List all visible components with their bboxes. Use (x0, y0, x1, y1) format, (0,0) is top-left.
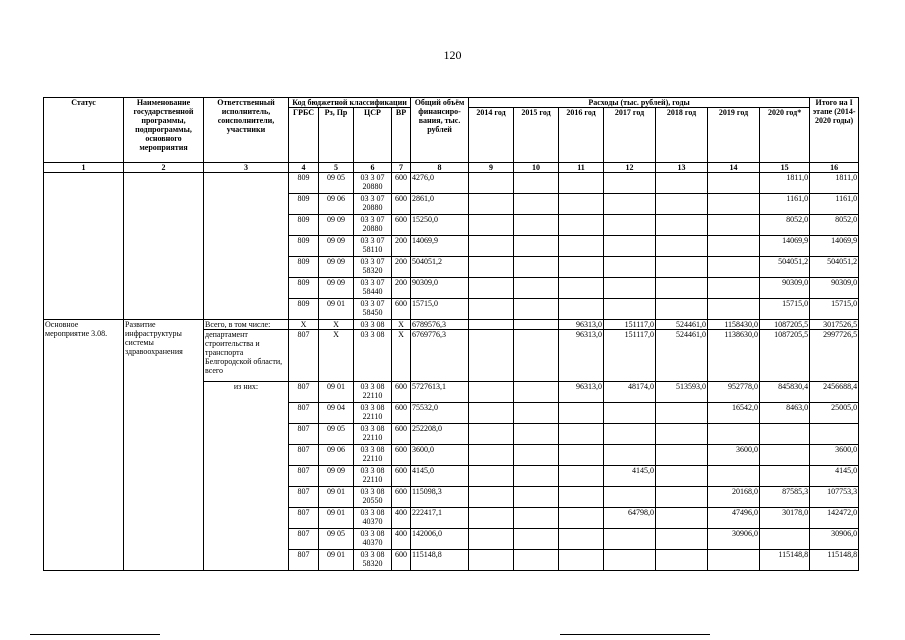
year-2019-cell (708, 466, 760, 487)
header-year: 2019 год (708, 108, 760, 163)
csr-cell: 03 3 08 20550 (354, 487, 392, 508)
year-2017-cell (604, 529, 656, 550)
grbs-cell: 809 (289, 173, 319, 194)
grbs-cell: 809 (289, 299, 319, 320)
col-number: 2 (124, 163, 204, 173)
stage-total-cell: 30906,0 (810, 529, 859, 550)
year-2020-cell (760, 466, 810, 487)
year-2019-cell: 952778,0 (708, 382, 760, 403)
year-2018-cell: 524461,0 (656, 330, 708, 382)
program-name-cell (124, 173, 204, 320)
vr-cell: 600 (392, 382, 411, 403)
year-2016-cell (559, 529, 604, 550)
year-2020-cell (760, 529, 810, 550)
rzpr-cell: 09 01 (319, 382, 354, 403)
col-number: 3 (204, 163, 289, 173)
grbs-cell: 809 (289, 215, 319, 236)
col-number: 9 (469, 163, 514, 173)
year-2015-cell (514, 278, 559, 299)
year-2018-cell (656, 278, 708, 299)
rzpr-cell: 09 09 (319, 236, 354, 257)
rzpr-cell: 09 09 (319, 466, 354, 487)
col-number: 7 (392, 163, 411, 173)
year-2014-cell (469, 278, 514, 299)
year-2016-cell (559, 215, 604, 236)
vr-cell: 600 (392, 215, 411, 236)
year-2014-cell (469, 466, 514, 487)
csr-cell: 03 3 07 58320 (354, 257, 392, 278)
grbs-cell: 807 (289, 403, 319, 424)
csr-cell: 03 3 07 58110 (354, 236, 392, 257)
stage-total-cell: 15715,0 (810, 299, 859, 320)
csr-cell: 03 3 08 (354, 320, 392, 330)
year-2020-cell: 115148,8 (760, 550, 810, 571)
year-2017-cell: 64798,0 (604, 508, 656, 529)
year-2019-cell (708, 173, 760, 194)
total-label: Всего, в том числе: (204, 320, 289, 330)
csr-cell: 03 3 08 22110 (354, 403, 392, 424)
year-2019-cell: 16542,0 (708, 403, 760, 424)
year-2017-cell: 48174,0 (604, 382, 656, 403)
year-2016-cell (559, 257, 604, 278)
year-2014-cell (469, 424, 514, 445)
rzpr-cell: 09 05 (319, 173, 354, 194)
grbs-cell: 807 (289, 445, 319, 466)
year-2018-cell (656, 194, 708, 215)
year-2019-cell (708, 424, 760, 445)
col-number: 5 (319, 163, 354, 173)
year-2018-cell (656, 466, 708, 487)
stage-total-cell: 4145,0 (810, 466, 859, 487)
year-2017-cell (604, 424, 656, 445)
responsible-cell (204, 173, 289, 320)
vr-cell: 600 (392, 466, 411, 487)
year-2016-cell (559, 236, 604, 257)
total-volume-cell: 142006,0 (411, 529, 469, 550)
rzpr-cell: 09 01 (319, 508, 354, 529)
rzpr-cell: 09 09 (319, 257, 354, 278)
csr-cell: 03 3 07 58440 (354, 278, 392, 299)
grbs-cell: 807 (289, 508, 319, 529)
year-2020-cell: 15715,0 (760, 299, 810, 320)
total-volume-cell: 115098,3 (411, 487, 469, 508)
total-volume-cell: 5727613,1 (411, 382, 469, 403)
vr-cell: Х (392, 320, 411, 330)
year-2020-cell: 1811,0 (760, 173, 810, 194)
total-volume-cell: 75532,0 (411, 403, 469, 424)
year-2015-cell (514, 382, 559, 403)
total-volume-cell: 2861,0 (411, 194, 469, 215)
year-2015-cell (514, 424, 559, 445)
year-2016-cell: 96313,0 (559, 382, 604, 403)
grbs-cell: 807 (289, 466, 319, 487)
rzpr-cell: 09 06 (319, 445, 354, 466)
bottom-edge-line (30, 634, 160, 635)
vr-cell: 600 (392, 194, 411, 215)
header-grbs: ГРБС (289, 108, 319, 163)
event-total-row (44, 320, 859, 330)
rzpr-cell: Х (319, 330, 354, 382)
total-volume-cell: 15715,0 (411, 299, 469, 320)
year-2019-cell (708, 236, 760, 257)
year-2020-cell: 1087205,5 (760, 330, 810, 382)
header-expenses: Расходы (тыс. рублей), годы (469, 98, 810, 108)
stage-total-cell: 8052,0 (810, 215, 859, 236)
header-vr: ВР (392, 108, 411, 163)
rzpr-cell: 09 01 (319, 487, 354, 508)
rzpr-cell: 09 01 (319, 299, 354, 320)
column-numbers-row (44, 163, 859, 173)
stage-total-cell (810, 424, 859, 445)
year-2018-cell (656, 508, 708, 529)
year-2020-cell: 8052,0 (760, 215, 810, 236)
stage-total-cell: 2456688,4 (810, 382, 859, 403)
of-which-label: из них: (204, 382, 289, 571)
year-2017-cell (604, 173, 656, 194)
csr-cell: 03 3 08 58320 (354, 550, 392, 571)
vr-cell: 400 (392, 508, 411, 529)
stage-total-cell: 142472,0 (810, 508, 859, 529)
year-2016-cell (559, 299, 604, 320)
vr-cell: 600 (392, 424, 411, 445)
header-year: 2017 год (604, 108, 656, 163)
grbs-cell: 807 (289, 529, 319, 550)
year-2014-cell (469, 330, 514, 382)
year-2014-cell (469, 529, 514, 550)
year-2019-cell: 47496,0 (708, 508, 760, 529)
year-2017-cell: 4145,0 (604, 466, 656, 487)
header-budget-code: Код бюджетной классификации (289, 98, 411, 108)
rzpr-cell: 09 05 (319, 529, 354, 550)
page-number: 120 (443, 48, 462, 62)
vr-cell: 200 (392, 278, 411, 299)
year-2020-cell: 845830,4 (760, 382, 810, 403)
year-2015-cell (514, 445, 559, 466)
year-2016-cell: 96313,0 (559, 320, 604, 330)
year-2015-cell (514, 330, 559, 382)
year-2015-cell (514, 529, 559, 550)
vr-cell: 600 (392, 445, 411, 466)
year-2020-cell: 504051,2 (760, 257, 810, 278)
bottom-edge-line (560, 634, 710, 635)
year-2014-cell (469, 299, 514, 320)
col-number: 14 (708, 163, 760, 173)
rzpr-cell: Х (319, 320, 354, 330)
year-2017-cell (604, 445, 656, 466)
header-year: 2020 год* (760, 108, 810, 163)
year-2017-cell (604, 403, 656, 424)
stage-total-cell: 504051,2 (810, 257, 859, 278)
stage-total-cell: 115148,8 (810, 550, 859, 571)
year-2014-cell (469, 403, 514, 424)
total-volume-cell: 6769776,3 (411, 330, 469, 382)
year-2019-cell: 1138630,0 (708, 330, 760, 382)
year-2015-cell (514, 508, 559, 529)
csr-cell: 03 3 07 20880 (354, 173, 392, 194)
stage-total-cell: 14069,9 (810, 236, 859, 257)
year-2015-cell (514, 173, 559, 194)
col-number: 8 (411, 163, 469, 173)
vr-cell: 600 (392, 487, 411, 508)
stage-total-cell: 2997726,5 (810, 330, 859, 382)
rzpr-cell: 09 01 (319, 550, 354, 571)
header-row-1 (44, 98, 859, 108)
total-volume-cell: 252208,0 (411, 424, 469, 445)
year-2019-cell (708, 194, 760, 215)
year-2018-cell (656, 236, 708, 257)
grbs-cell: 809 (289, 278, 319, 299)
total-volume-cell: 504051,2 (411, 257, 469, 278)
total-volume-cell: 15250,0 (411, 215, 469, 236)
year-2020-cell: 87585,3 (760, 487, 810, 508)
year-2020-cell (760, 445, 810, 466)
year-2018-cell (656, 550, 708, 571)
grbs-cell: 809 (289, 194, 319, 215)
year-2019-cell (708, 257, 760, 278)
table-row (44, 173, 859, 194)
stage-total-cell: 25005,0 (810, 403, 859, 424)
year-2017-cell (604, 487, 656, 508)
csr-cell: 03 3 08 22110 (354, 445, 392, 466)
year-2020-cell: 14069,9 (760, 236, 810, 257)
stage-total-cell: 3600,0 (810, 445, 859, 466)
year-2017-cell (604, 550, 656, 571)
year-2015-cell (514, 550, 559, 571)
col-number: 16 (810, 163, 859, 173)
year-2019-cell: 1158430,0 (708, 320, 760, 330)
stage-total-cell: 1161,0 (810, 194, 859, 215)
year-2014-cell (469, 320, 514, 330)
year-2014-cell (469, 236, 514, 257)
csr-cell: 03 3 08 22110 (354, 424, 392, 445)
year-2019-cell (708, 299, 760, 320)
year-2016-cell (559, 550, 604, 571)
year-2017-cell (604, 299, 656, 320)
total-volume-cell: 90309,0 (411, 278, 469, 299)
col-number: 13 (656, 163, 708, 173)
total-volume-cell: 222417,1 (411, 508, 469, 529)
year-2014-cell (469, 487, 514, 508)
year-2014-cell (469, 257, 514, 278)
status-cell (44, 173, 124, 320)
grbs-cell: Х (289, 320, 319, 330)
year-2014-cell (469, 173, 514, 194)
header-responsible: Ответственный исполнитель, соисполнители, участники (204, 98, 289, 163)
rzpr-cell: 09 09 (319, 215, 354, 236)
year-2019-cell: 30906,0 (708, 529, 760, 550)
year-2018-cell (656, 257, 708, 278)
year-2018-cell (656, 299, 708, 320)
event-name: Развитие инфраструктуры системы здравоохранения (124, 320, 204, 571)
col-number: 6 (354, 163, 392, 173)
year-2017-cell (604, 215, 656, 236)
rzpr-cell: 09 09 (319, 278, 354, 299)
csr-cell: 03 3 08 22110 (354, 466, 392, 487)
year-2020-cell: 90309,0 (760, 278, 810, 299)
grbs-cell: 807 (289, 330, 319, 382)
year-2017-cell (604, 236, 656, 257)
year-2020-cell: 8463,0 (760, 403, 810, 424)
budget-table (43, 97, 859, 571)
year-2015-cell (514, 236, 559, 257)
year-2019-cell (708, 550, 760, 571)
vr-cell: 600 (392, 173, 411, 194)
col-number: 11 (559, 163, 604, 173)
year-2015-cell (514, 487, 559, 508)
year-2019-cell (708, 215, 760, 236)
year-2017-cell: 151117,0 (604, 320, 656, 330)
rzpr-cell: 09 06 (319, 194, 354, 215)
col-number: 4 (289, 163, 319, 173)
grbs-cell: 807 (289, 487, 319, 508)
vr-cell: 400 (392, 529, 411, 550)
vr-cell: 600 (392, 550, 411, 571)
year-2020-cell (760, 424, 810, 445)
year-2014-cell (469, 215, 514, 236)
year-2018-cell (656, 529, 708, 550)
year-2018-cell (656, 487, 708, 508)
year-2017-cell (604, 194, 656, 215)
stage-total-cell: 3017526,5 (810, 320, 859, 330)
year-2015-cell (514, 257, 559, 278)
col-number: 15 (760, 163, 810, 173)
csr-cell: 03 3 08 40370 (354, 508, 392, 529)
header-year: 2014 год (469, 108, 514, 163)
year-2018-cell (656, 173, 708, 194)
grbs-cell: 807 (289, 550, 319, 571)
year-2016-cell (559, 466, 604, 487)
header-year: 2015 год (514, 108, 559, 163)
year-2015-cell (514, 320, 559, 330)
year-2014-cell (469, 550, 514, 571)
year-2017-cell (604, 257, 656, 278)
header-total-volume: Общий объём финансиро-вания, тыс. рублей (411, 98, 469, 163)
col-number: 10 (514, 163, 559, 173)
total-volume-cell: 4276,0 (411, 173, 469, 194)
year-2019-cell: 3600,0 (708, 445, 760, 466)
year-2020-cell: 1087205,5 (760, 320, 810, 330)
year-2016-cell: 96313,0 (559, 330, 604, 382)
year-2018-cell (656, 215, 708, 236)
csr-cell: 03 3 08 40370 (354, 529, 392, 550)
rzpr-cell: 09 05 (319, 424, 354, 445)
year-2017-cell: 151117,0 (604, 330, 656, 382)
grbs-cell: 807 (289, 382, 319, 403)
col-number: 1 (44, 163, 124, 173)
year-2019-cell (708, 278, 760, 299)
year-2020-cell: 1161,0 (760, 194, 810, 215)
header-rz-pr: Рз, Пр (319, 108, 354, 163)
total-volume-cell: 115148,8 (411, 550, 469, 571)
year-2014-cell (469, 508, 514, 529)
vr-cell: 600 (392, 403, 411, 424)
header-program-name: Наименование государственной программы, подпрограммы, основного мероприятия (124, 98, 204, 163)
year-2018-cell (656, 403, 708, 424)
total-volume-cell: 14069,9 (411, 236, 469, 257)
year-2015-cell (514, 299, 559, 320)
vr-cell: 200 (392, 257, 411, 278)
grbs-cell: 807 (289, 424, 319, 445)
year-2017-cell (604, 278, 656, 299)
header-year: 2016 год (559, 108, 604, 163)
year-2014-cell (469, 194, 514, 215)
year-2019-cell: 20168,0 (708, 487, 760, 508)
stage-total-cell: 107753,3 (810, 487, 859, 508)
year-2018-cell: 524461,0 (656, 320, 708, 330)
csr-cell: 03 3 08 (354, 330, 392, 382)
grbs-cell: 809 (289, 236, 319, 257)
year-2014-cell (469, 382, 514, 403)
vr-cell: Х (392, 330, 411, 382)
year-2016-cell (559, 278, 604, 299)
total-volume-cell: 4145,0 (411, 466, 469, 487)
year-2018-cell (656, 445, 708, 466)
total-volume-cell: 6789576,3 (411, 320, 469, 330)
year-2020-cell: 30178,0 (760, 508, 810, 529)
year-2015-cell (514, 194, 559, 215)
year-2016-cell (559, 424, 604, 445)
year-2018-cell: 513593,0 (656, 382, 708, 403)
header-status: Статус (44, 98, 124, 163)
stage-total-cell: 90309,0 (810, 278, 859, 299)
year-2016-cell (559, 445, 604, 466)
event-status: Основное мероприятие 3.08. (44, 320, 124, 571)
year-2015-cell (514, 403, 559, 424)
year-2016-cell (559, 403, 604, 424)
col-number: 12 (604, 163, 656, 173)
vr-cell: 600 (392, 299, 411, 320)
grbs-cell: 809 (289, 257, 319, 278)
year-2016-cell (559, 194, 604, 215)
year-2015-cell (514, 215, 559, 236)
header-year: 2018 год (656, 108, 708, 163)
year-2016-cell (559, 173, 604, 194)
header-csr: ЦСР (354, 108, 392, 163)
year-2016-cell (559, 487, 604, 508)
csr-cell: 03 3 08 22110 (354, 382, 392, 403)
csr-cell: 03 3 07 20880 (354, 215, 392, 236)
department-label: департамент строительства и транспорта Белгородской области, всего (204, 330, 289, 382)
csr-cell: 03 3 07 58450 (354, 299, 392, 320)
year-2014-cell (469, 445, 514, 466)
total-volume-cell: 3600,0 (411, 445, 469, 466)
year-2015-cell (514, 466, 559, 487)
vr-cell: 200 (392, 236, 411, 257)
header-total-stage: Итого на I этапе (2014-2020 годы) (810, 98, 859, 163)
rzpr-cell: 09 04 (319, 403, 354, 424)
stage-total-cell: 1811,0 (810, 173, 859, 194)
year-2016-cell (559, 508, 604, 529)
csr-cell: 03 3 07 20880 (354, 194, 392, 215)
year-2018-cell (656, 424, 708, 445)
